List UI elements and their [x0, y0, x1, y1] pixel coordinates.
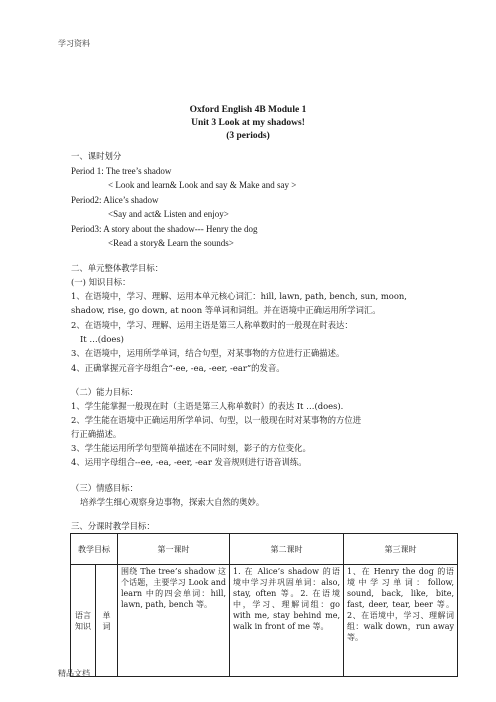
section3-heading: 三、分课时教学目标： — [71, 521, 155, 531]
period-line: <Read a story& Learn the sounds> — [108, 238, 234, 248]
period-line: <Say and act& Listen and enjoy> — [108, 209, 229, 219]
table-header-row — [71, 534, 458, 565]
col-header-period2: 第二课时 — [230, 534, 344, 565]
period3-words-cell: 1、在 Henry the dog 的语境中学习单词：follow, sound, back, like, bite, fast, deer, tear, beer 等。2、在语境中，学习、理解词组：walk down，run away 等。 — [344, 565, 458, 677]
page-header: 学习资料 — [58, 39, 90, 48]
knowledge-line: 3、在语境中，运用所学单词，结合句型，对某事物的方位进行正确描述。 — [71, 348, 345, 358]
period-line: Period2: Alice’s shadow — [71, 195, 159, 205]
ability-line: 3、学生能运用所学句型简单描述在不同时刻，影子的方位变化。 — [71, 443, 311, 453]
ability-line: 2、学生能在语境中正确运用所学单词、句型，以一般现在时对某事物的方位进 — [71, 415, 362, 425]
knowledge-line: shadow, rise, go down, at noon 等单词和词组。并在语境中正确运用所学词汇。 — [71, 305, 381, 315]
section1-heading: 一、课时划分 — [71, 151, 122, 161]
page-footer: 精品文档 — [58, 669, 90, 678]
periods-count: (3 periods) — [226, 131, 270, 141]
knowledge-line: 2、在语境中，学习、理解、运用主语是第三人称单数时的一般现在时表达： — [71, 320, 353, 330]
lesson-objectives-table — [70, 533, 458, 677]
section2-heading: 二、单元整体教学目标： — [71, 263, 164, 273]
knowledge-line: 4、正确掌握元音字母组合“-ee, -ea, -eer, -ear”的发音。 — [71, 363, 285, 373]
period1-words-cell: 围绕 The tree’s shadow 这个话题，主要学习 Look and learn 中的四会单词：hill, lawn, path, bench 等。 — [118, 565, 230, 677]
emotion-heading: （三）情感目标： — [71, 483, 138, 493]
ability-line: 行正确描述。 — [71, 429, 122, 439]
knowledge-heading: (一) 知识目标： — [71, 277, 131, 287]
ability-line: 4、运用字母组合--ee, -ea, -eer, -ear 发音规则进行语音训练。 — [71, 457, 307, 467]
knowledge-line: 1、在语境中，学习、理解、运用本单元核心词汇：hill, lawn, path, bench, sun, moon, — [71, 291, 407, 301]
knowledge-line: It …(does) — [80, 334, 124, 344]
ability-line: 1、学生能掌握一般现在时（主语是第三人称单数时）的表达 It …(does). — [71, 401, 344, 411]
period2-words-cell: 1. 在 Alice’s shadow 的语境中学习并巩固单词：also, stay, often 等。2. 在语境中，学习、理解词组：go with me, stay behind me, walk in front of me 等。 — [230, 565, 344, 677]
col-header-period1: 第一课时 — [118, 534, 230, 565]
table-row — [71, 565, 458, 677]
row-group-label: 语言知识 — [71, 565, 96, 677]
emotion-line: 培养学生细心观察身边事物，探索大自然的奥妙。 — [80, 497, 265, 507]
document-titles — [0, 104, 496, 143]
period-line: Period3: A story about the shadow--- Henry the dog — [71, 224, 258, 234]
corner-cell: 教学目标 — [71, 534, 118, 565]
row-label: 单词 — [96, 565, 118, 677]
unit-title: Unit 3 Look at my shadows! — [191, 118, 305, 128]
module-title: Oxford English 4B Module 1 — [189, 105, 307, 115]
period-line: < Look and learn& Look and say & Make and say > — [108, 180, 297, 190]
col-header-period3: 第三课时 — [344, 534, 458, 565]
period-line: Period 1: The tree’s shadow — [71, 166, 172, 176]
ability-heading: （二）能力目标： — [71, 387, 138, 397]
